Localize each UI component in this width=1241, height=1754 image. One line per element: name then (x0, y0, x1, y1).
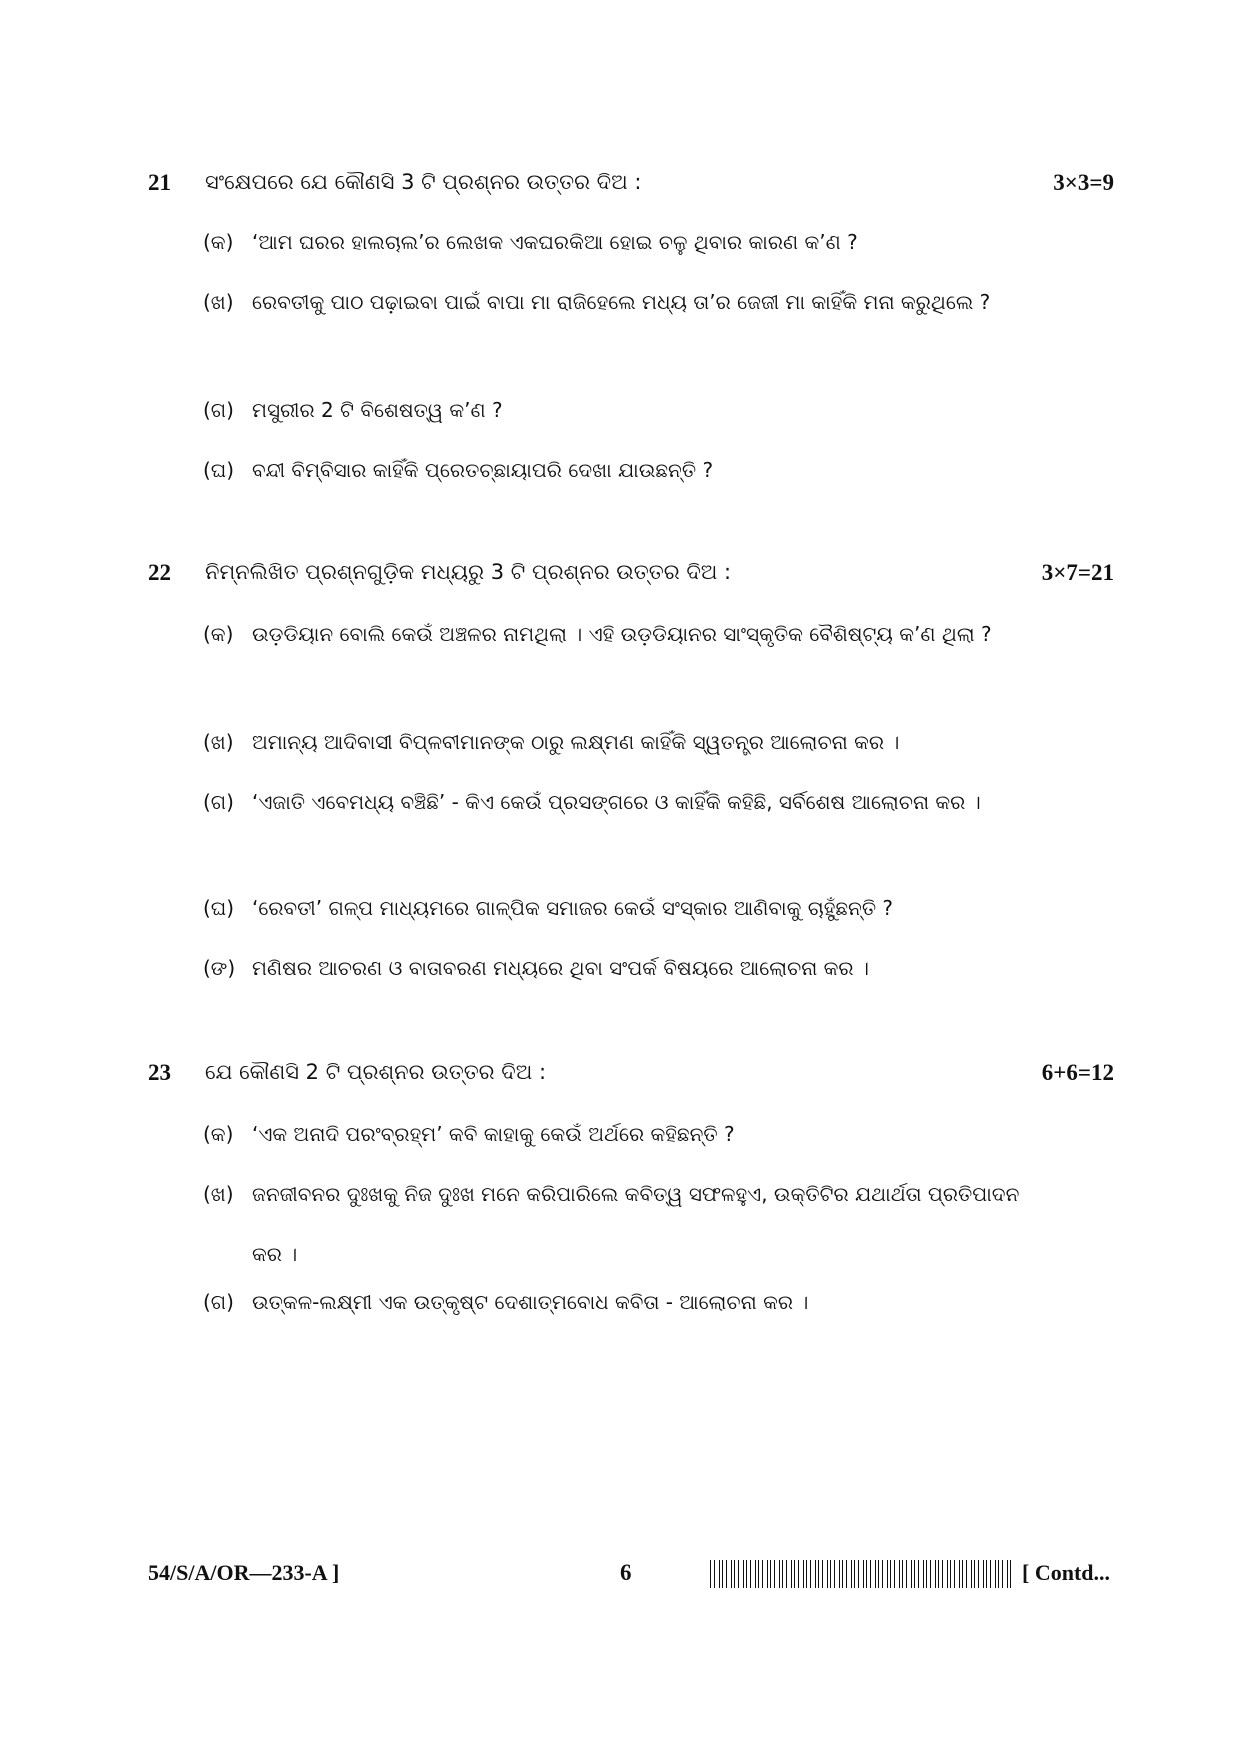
question-marks: 3×3=9 (1053, 170, 1114, 195)
sub-question-label: (କ) (203, 230, 234, 254)
sub-question-text: ‘ଏଜାତି ଏବେମଧ୍ୟ ବଞ୍ଚିଛି’ - କିଏ କେଉଁ ପ୍ରସଙ୍ଗରେ ଓ କାହିଁକି କହିଛି, ସର୍ବିଶେଷ ଆଲୋଚନା କର । (252, 790, 981, 814)
sub-question-text: ମଣିଷର ଆଚରଣ ଓ ବାତାବରଣ ମଧ୍ୟରେ ଥିବା ସଂପର୍କ ବିଷୟରେ ଆଲୋଚନା କର । (252, 956, 869, 980)
sub-question-label: (ଖ) (203, 1182, 234, 1206)
sub-question-label: (ଖ) (203, 730, 234, 754)
paper-code: 54/S/A/OR—233-A ] (148, 1560, 340, 1585)
sub-question-text: ଅମାନ୍ୟ ଆଦିବାସୀ ବିପ୍ଳବୀମାନଙ୍କ ଠାରୁ ଲକ୍ଷ୍ମଣ କାହିଁକି ସ୍ୱତନ୍ତ୍ର ଆଲୋଚନା କର । (252, 730, 900, 754)
sub-question-label: (ଘ) (203, 896, 235, 920)
sub-question-text: ଜନଜୀବନର ଦୁଃଖକୁ ନିଜ ଦୁଃଖ ମନେ କରିପାରିଲେ କବିତ୍ୱ ସଫଳହୁଏ, ଉକ୍ତିଟିର ଯଥାର୍ଥତା ପ୍ରତିପାଦନ କର । (252, 1182, 1020, 1266)
sub-question-text: ‘ଆମ ଘରର ହାଲଚାଲ’ର ଲେଖକ ଏକଘରକିଆ ହୋଇ ଚଳୁ ଥିବାର କାରଣ କ’ଣ ? (252, 230, 858, 254)
barcode-icon (710, 1560, 1015, 1588)
question-number: 21 (148, 170, 171, 195)
sub-question-label: (ଖ) (203, 290, 234, 314)
sub-question-text: ଉତ୍କଳ-ଲକ୍ଷ୍ମୀ ଏକ ଉତ୍କୃଷ୍ଟ ଦେଶାତ୍ମବୋଧ କବିତା - ଆଲୋଚନା କର । (252, 1290, 809, 1314)
sub-question-text: ଉଡ଼ଡିୟାନ ବୋଲି କେଉଁ ଅଞ୍ଚଳର ନାମଥିଲା । ଏହି ଉଡ଼ଡିୟାନର ସାଂସ୍କୃତିକ ବୈଶିଷ୍ଟ୍ୟ କ’ଣ ଥିଲା ? (252, 622, 992, 646)
sub-question-label: (ଗ) (203, 398, 234, 422)
question-number: 23 (148, 1060, 171, 1085)
sub-question-label: (କ) (203, 1122, 234, 1146)
sub-question-text: ‘ଏକ ଅନାଦି ପରଂବ୍ରହ୍ମ’ କବି କାହାକୁ କେଉଁ ଅର୍ଥରେ କହିଛନ୍ତି ? (252, 1122, 735, 1146)
page-number: 6 (620, 1560, 632, 1585)
sub-question-label: (ଗ) (203, 1290, 234, 1314)
question-marks: 3×7=21 (1041, 560, 1114, 585)
sub-question-text: ରେବତୀକୁ ପାଠ ପଢ଼ାଇବା ପାଇଁ ବାପା ମା ରାଜିହେଲେ ମଧ୍ୟ ତା’ର ଜେଜୀ ମା କାହିଁକି ମନା କରୁଥିଲେ ? (252, 290, 991, 314)
question-prompt: ସଂକ୍ଷେପରେ ଯେ କୌଣସି 3 ଟି ପ୍ରଶ୍ନର ଉତ୍ତର ଦିଅ : (205, 170, 642, 194)
question-21 (0, 170, 1241, 210)
question-22 (0, 560, 1241, 600)
page-footer (0, 1560, 1241, 1600)
sub-question-label: (ଗ) (203, 790, 234, 814)
sub-question-label: (ଘ) (203, 458, 235, 482)
question-23 (0, 1060, 1241, 1100)
sub-question-text: ‘ରେବତୀ’ ଗଳ୍ପ ମାଧ୍ୟମରେ ଗାଳ୍ପିକ ସମାଜର କେଉଁ ସଂସ୍କାର ଆଣିବାକୁ ଚାହୁଁଛନ୍ତି ? (252, 896, 894, 920)
contd-label: [ Contd... (1022, 1560, 1111, 1585)
question-number: 22 (148, 560, 171, 585)
sub-question-text: ବନ୍ଦୀ ବିମ୍ବିସାର କାହିଁକି ପ୍ରେତଚ୍ଛାୟାପରି ଦେଖା ଯାଉଛନ୍ତି ? (252, 458, 714, 482)
sub-question-text: ମସୁରୀର 2 ଟି ବିଶେଷତ୍ୱ କ’ଣ ? (252, 398, 503, 422)
sub-question-label: (ଙ) (203, 956, 236, 980)
question-marks: 6+6=12 (1041, 1060, 1114, 1085)
sub-question-label: (କ) (203, 622, 234, 646)
question-prompt: ନିମ୍ନଲିଖିତ ପ୍ରଶ୍ନଗୁଡ଼ିକ ମଧ୍ୟରୁ 3 ଟି ପ୍ରଶ୍ନର ଉତ୍ତର ଦିଅ : (205, 560, 732, 584)
question-prompt: ଯେ କୌଣସି 2 ଟି ପ୍ରଶ୍ନର ଉତ୍ତର ଦିଅ : (205, 1060, 547, 1084)
